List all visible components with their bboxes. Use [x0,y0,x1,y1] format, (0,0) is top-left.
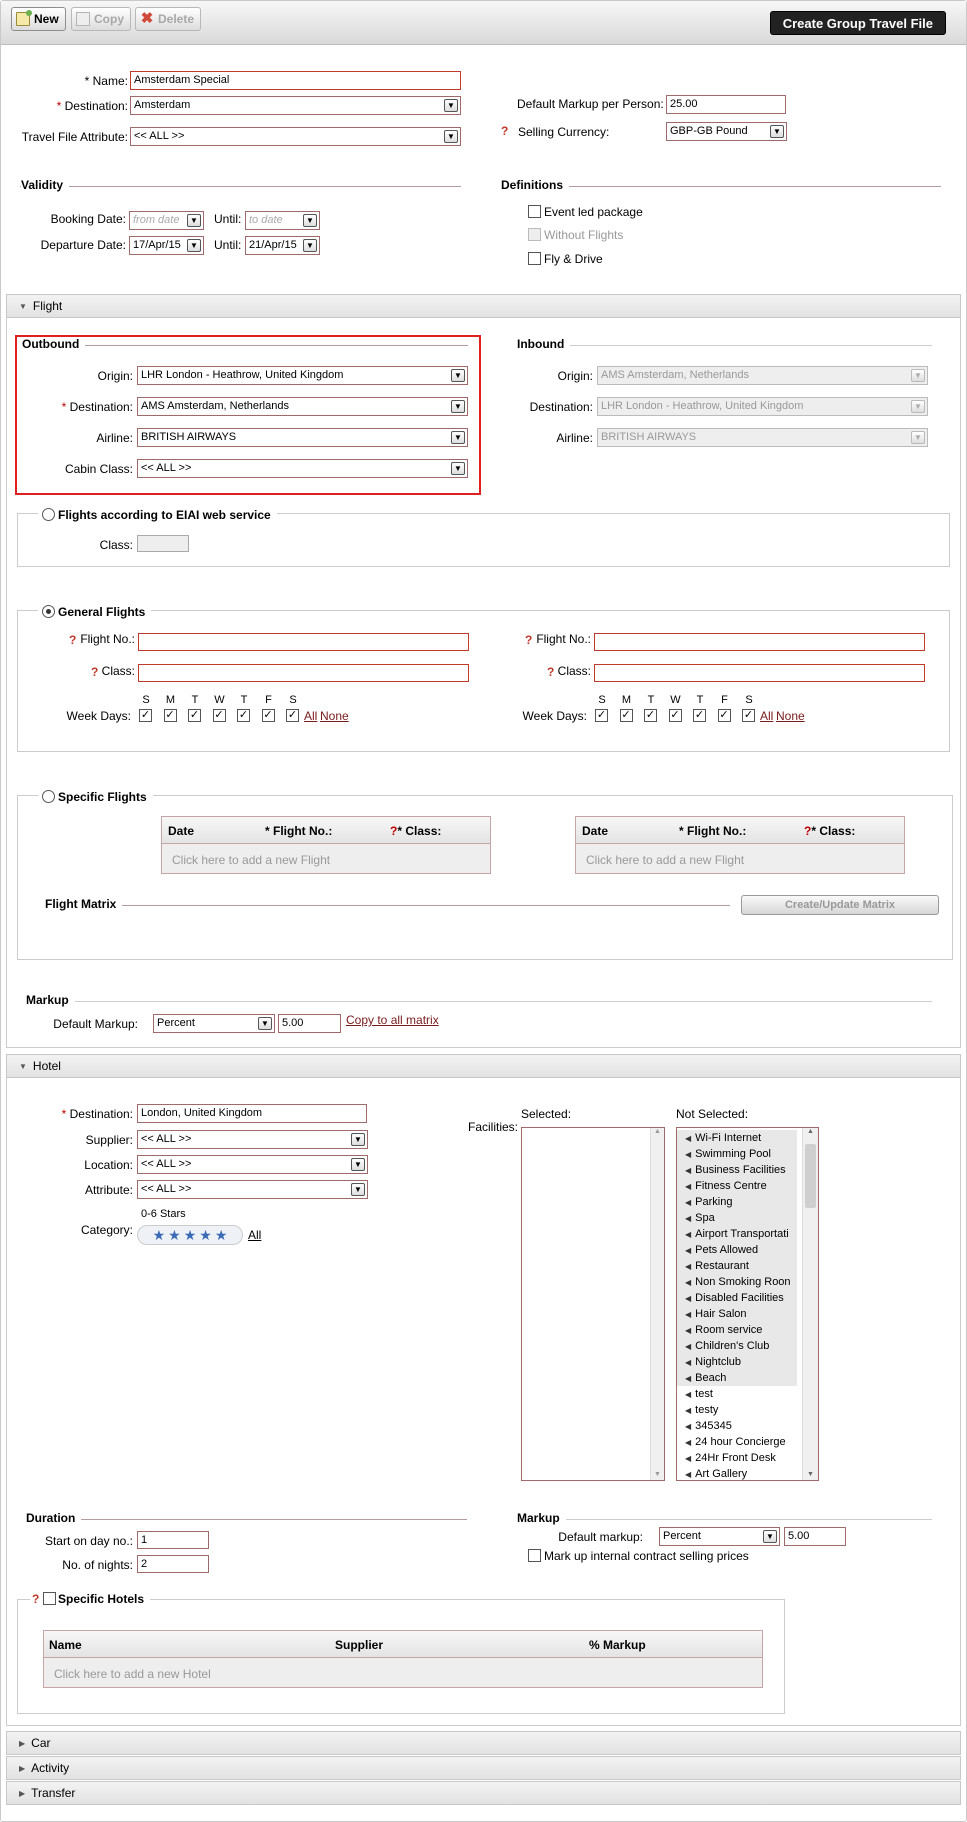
list-item[interactable] [677,1306,797,1322]
chevron-down-icon: ▼ [351,1183,365,1196]
chevron-down-icon: ▼ [451,462,465,475]
weekday-checkbox[interactable]: ✓ [719,709,729,721]
weekday-5 [261,694,277,722]
star-rating[interactable] [137,1225,243,1245]
chevron-down-icon: ▼ [911,400,925,413]
facility-label: Hair Salon [695,1308,747,1320]
delete-button[interactable]: ✖ Delete [135,7,201,31]
eiai-class-label: Class: [99,538,133,552]
weekday-checkbox[interactable]: ✓ [263,709,273,721]
list-item[interactable] [677,1210,797,1226]
flight-markup-value-input[interactable]: 5.00 [278,1014,341,1033]
chevron-down-icon: ▼ [303,214,317,227]
outbound-title: Outbound [22,337,85,351]
weekday-label: W [214,694,225,706]
weekday-label: S [745,694,753,706]
list-item[interactable] [677,1354,797,1370]
facility-label: Business Facilities [695,1164,786,1176]
move-left-icon: ◀ [685,1373,692,1383]
help-icon[interactable]: ? [69,633,77,647]
facility-label: Swimming Pool [695,1148,771,1160]
facilities-label: Facilities: [468,1120,519,1134]
move-left-icon: ◀ [685,1277,692,1287]
selling-currency-label: Selling Currency: [518,125,610,139]
departure-until-label: Until: [214,238,242,252]
chevron-down-icon: ▼ [351,1158,365,1171]
flight-markup-type-select[interactable]: Percent ▼ [153,1014,275,1033]
move-left-icon: ◀ [685,1213,692,1223]
star-icon: ★ [183,1226,197,1243]
weekday-0 [138,694,154,722]
in-weekdays [594,694,764,726]
move-left-icon: ◀ [685,1357,692,1367]
list-item[interactable] [677,1178,797,1194]
help-icon[interactable]: ? [547,665,555,679]
list-item[interactable] [677,1290,797,1306]
inbound-title: Inbound [517,337,570,351]
in-class-input[interactable] [594,664,925,682]
facility-label: Children's Club [695,1340,770,1352]
selling-currency-select[interactable]: GBP-GB Pound ▼ [666,122,787,141]
specific-hotels-title: Specific Hotels [58,1592,150,1606]
delete-icon: ✖ [140,10,154,27]
list-item[interactable] [677,1370,797,1386]
move-left-icon: ◀ [685,1389,692,1399]
weekday-4 [236,694,252,722]
definitions-title: Definitions [501,178,569,192]
triangle-right-icon: ▶ [19,1788,26,1798]
facility-label: Beach [695,1372,727,1384]
travel-file-attribute-label: Travel File Attribute: [21,130,128,144]
outbound-airline-label: Airline: [96,431,133,445]
booking-from-date[interactable]: from date ▼ [129,211,204,230]
facility-label: Airport Transportati [695,1228,789,1240]
name-input[interactable]: Amsterdam Special [130,71,461,90]
general-flights-radio[interactable] [42,605,55,618]
weekday-checkbox[interactable]: ✓ [214,709,224,721]
list-item[interactable] [677,1146,797,1162]
new-button[interactable]: New [11,7,66,31]
list-item[interactable] [677,1274,797,1290]
chevron-down-icon: ▼ [911,369,925,382]
chevron-down-icon: ▼ [770,125,784,138]
chevron-down-icon: ▼ [763,1530,777,1543]
not-selected-facilities-list[interactable] [676,1127,819,1481]
chevron-down-icon: ▼ [187,214,201,227]
out-weekdays-label: Week Days: [66,709,131,723]
chevron-down-icon: ▼ [351,1133,365,1146]
weekday-1 [163,694,179,722]
fly-drive-checkbox[interactable] [528,252,541,265]
flight-markup-title: Markup [26,993,75,1007]
internal-markup-label: Mark up internal contract selling prices [544,1549,749,1563]
flight-panel-header[interactable]: ▼ Flight [6,294,961,318]
weekday-checkbox[interactable]: ✓ [165,709,175,721]
inbound-origin-select: AMS Amsterdam, Netherlands ▼ [597,366,928,385]
weekday-label: F [721,694,728,706]
specific-flights-radio[interactable] [42,790,55,803]
hotel-category-label: Category: [80,1223,133,1237]
facility-label: Fitness Centre [695,1180,767,1192]
outbound-origin-select[interactable]: LHR London - Heathrow, United Kingdom ▼ [137,366,468,385]
chevron-down-icon: ▼ [187,239,201,252]
facility-label: Art Gallery [695,1468,748,1480]
weekday-label: T [647,694,655,706]
destination-label: * Destination: [56,99,128,113]
transfer-panel-header[interactable]: ▶ Transfer [6,1781,961,1805]
out-class-input[interactable] [138,664,469,682]
departure-date-label: Departure Date: [40,238,126,252]
help-icon: ? [804,824,812,838]
weekday-label: S [142,694,150,706]
weekday-checkbox[interactable]: ✓ [694,709,705,721]
triangle-right-icon: ▶ [19,1738,26,1748]
triangle-right-icon: ▶ [19,1763,26,1773]
booking-to-date[interactable]: to date ▼ [245,211,320,230]
triangle-down-icon: ▼ [19,301,27,311]
toolbar [1,1,966,45]
facility-label: Room service [695,1324,763,1336]
outbound-cabin-select[interactable]: << ALL >> ▼ [137,459,468,478]
in-flightno-label: Flight No.: [536,632,591,646]
out-weekdays [138,694,308,726]
weekday-checkbox[interactable]: ✓ [140,709,151,721]
weekday-label: W [670,694,681,706]
hotel-supplier-select[interactable]: << ALL >> ▼ [137,1130,368,1149]
weekday-label: F [265,694,272,706]
weekday-checkbox[interactable]: ✓ [743,709,754,721]
list-item[interactable] [677,1130,797,1146]
move-left-icon: ◀ [685,1453,692,1463]
hotel-destination-label: * Destination: [61,1107,133,1121]
weekday-checkbox[interactable]: ✓ [238,709,249,721]
default-markup-label: Default Markup per Person: [517,97,664,111]
specific-flights-title: Specific Flights [58,790,153,804]
out-weekdays-none-link[interactable]: None [320,709,349,723]
move-left-icon: ◀ [685,1149,692,1159]
not-selected-label: Not Selected: [676,1107,749,1121]
departure-from-date[interactable]: 17/Apr/15 ▼ [129,236,204,255]
chevron-down-icon: ▼ [258,1017,272,1030]
out-specific-table-header: Date * Flight No.: ?* Class: [161,816,491,844]
internal-markup-checkbox[interactable] [528,1549,541,1562]
facility-label: Wi-Fi Internet [695,1132,762,1144]
weekday-5 [717,694,733,722]
facility-label: Nightclub [695,1356,742,1368]
facility-label: Pets Allowed [695,1244,759,1256]
weekday-2 [187,694,203,722]
facility-label: testy [695,1404,719,1416]
stars-caption: 0-6 Stars [141,1208,186,1220]
booking-until-label: Until: [214,212,242,226]
help-icon[interactable]: ? [525,633,533,647]
move-left-icon: ◀ [685,1421,692,1431]
move-left-icon: ◀ [685,1469,692,1479]
in-class-label: Class: [557,664,591,678]
list-item[interactable] [677,1338,797,1354]
new-icon [16,12,30,26]
selected-label: Selected: [521,1107,572,1121]
outbound-airline-select[interactable]: BRITISH AIRWAYS ▼ [137,428,468,447]
weekday-label: M [165,694,176,706]
event-led-checkbox[interactable] [528,205,541,218]
scrollbar[interactable]: ▲ ▼ [650,1128,664,1480]
car-panel-header[interactable]: ▶ Car [6,1731,961,1755]
weekday-label: T [191,694,199,706]
inbound-destination-select: LHR London - Heathrow, United Kingdom ▼ [597,397,928,416]
create-group-travel-file-button[interactable]: Create Group Travel File [770,11,946,35]
facility-label: Disabled Facilities [695,1292,784,1304]
outbound-destination-label: * Destination: [61,400,133,414]
move-left-icon: ◀ [685,1437,692,1447]
facility-label: Parking [695,1196,733,1208]
weekday-4 [692,694,708,722]
list-item[interactable] [677,1466,797,1481]
help-icon[interactable]: ? [91,665,99,679]
triangle-down-icon: ▼ [19,1061,27,1071]
weekday-3 [668,694,684,722]
move-left-icon: ◀ [685,1229,692,1239]
weekday-checkbox[interactable]: ✓ [287,709,298,721]
destination-select[interactable]: Amsterdam ▼ [130,96,461,115]
inbound-origin-label: Origin: [557,369,593,383]
copy-to-all-matrix-link[interactable]: Copy to all matrix [346,1013,439,1027]
hotel-supplier-label: Supplier: [85,1133,133,1147]
weekday-label: M [621,694,632,706]
outbound-cabin-label: Cabin Class: [64,462,133,476]
validity-title: Validity [21,178,69,192]
move-left-icon: ◀ [685,1133,692,1143]
specific-hotels-checkbox[interactable] [43,1592,56,1605]
travel-file-attribute-select[interactable]: << ALL >> ▼ [130,127,461,146]
move-left-icon: ◀ [685,1405,692,1415]
outbound-origin-label: Origin: [97,369,133,383]
star-icon: ★ [152,1226,166,1243]
weekday-checkbox[interactable]: ✓ [670,709,680,721]
name-label: * Name: [84,74,128,88]
list-item[interactable] [677,1242,797,1258]
nights-label: No. of nights: [62,1558,133,1572]
hotel-markup-type-select[interactable]: Percent ▼ [659,1527,780,1546]
list-item[interactable] [677,1386,797,1402]
weekday-6 [285,694,301,722]
star-icon: ★ [214,1226,228,1243]
move-left-icon: ◀ [685,1325,692,1335]
general-flights-title: General Flights [58,605,151,619]
help-icon[interactable]: ? [32,1592,40,1606]
weekday-1 [619,694,635,722]
facility-label: Spa [695,1212,715,1224]
without-flights-checkbox[interactable] [528,228,541,241]
eiai-title: Flights according to EIAI web service [58,508,277,522]
flight-matrix-title: Flight Matrix [45,897,122,911]
facility-label: 24Hr Front Desk [695,1452,776,1464]
chevron-down-icon: ▼ [303,239,317,252]
weekday-6 [741,694,757,722]
list-item[interactable] [677,1194,797,1210]
list-item[interactable] [677,1418,797,1434]
weekday-checkbox[interactable]: ✓ [189,709,200,721]
star-icon: ★ [168,1226,181,1243]
stars-all-link[interactable]: All [248,1228,262,1242]
weekday-checkbox[interactable]: ✓ [645,709,656,721]
list-item[interactable] [677,1258,797,1274]
facility-label: 24 hour Concierge [695,1436,786,1448]
weekday-label: S [598,694,606,706]
facility-label: test [695,1388,713,1400]
move-left-icon: ◀ [685,1309,692,1319]
inbound-destination-label: Destination: [529,400,593,414]
weekday-label: T [240,694,248,706]
weekday-checkbox[interactable]: ✓ [621,709,631,721]
departure-to-date[interactable]: 21/Apr/15 ▼ [245,236,320,255]
hotel-destination-input[interactable]: London, United Kingdom [137,1104,367,1123]
chevron-down-icon: ▼ [444,99,458,112]
move-left-icon: ◀ [685,1341,692,1351]
list-item[interactable] [677,1322,797,1338]
in-specific-table-header: Date * Flight No.: ?* Class: [575,816,905,844]
move-left-icon: ◀ [685,1293,692,1303]
create-update-matrix-button[interactable]: Create/Update Matrix [741,895,939,915]
in-flightno-input[interactable] [594,633,925,651]
inbound-airline-label: Airline: [556,431,593,445]
eiai-class-input [137,535,189,552]
duration-title: Duration [26,1511,81,1525]
default-markup-input[interactable]: 25.00 [666,95,786,114]
move-left-icon: ◀ [685,1197,692,1207]
chevron-down-icon: ▼ [911,431,925,444]
in-weekdays-label: Week Days: [522,709,587,723]
scrollbar-thumb[interactable] [805,1144,816,1208]
list-item[interactable] [677,1450,797,1466]
specific-hotels-table-header: Name Supplier % Markup [43,1630,763,1658]
facility-label: Restaurant [695,1260,749,1272]
weekday-0 [594,694,610,722]
out-flightno-input[interactable] [138,633,469,651]
hotel-markup-title: Markup [517,1511,566,1525]
event-led-label: Event led package [544,205,643,219]
flight-default-markup-label: Default Markup: [53,1017,138,1031]
facility-label: Non Smoking Roon [695,1276,791,1288]
chevron-down-icon: ▼ [451,369,465,382]
out-weekdays-all-link[interactable]: All [304,709,318,723]
hotel-attribute-select[interactable]: << ALL >> ▼ [137,1180,368,1199]
move-left-icon: ◀ [685,1181,692,1191]
in-add-flight-row[interactable]: Click here to add a new Flight [575,844,905,874]
hotel-panel-header[interactable]: ▼ Hotel [6,1054,961,1078]
copy-icon [76,12,90,26]
weekday-3 [212,694,228,722]
booking-date-label: Booking Date: [50,212,126,226]
activity-panel-header[interactable]: ▶ Activity [6,1756,961,1780]
hotel-location-select[interactable]: << ALL >> ▼ [137,1155,368,1174]
out-add-flight-row[interactable]: Click here to add a new Flight [161,844,491,874]
inbound-airline-select: BRITISH AIRWAYS ▼ [597,428,928,447]
star-icon: ★ [199,1226,212,1243]
list-item[interactable] [677,1434,797,1450]
hotel-default-markup-label: Default markup: [558,1530,643,1544]
hotel-location-label: Location: [84,1158,133,1172]
facility-label: 345345 [695,1420,732,1432]
without-flights-label: Without Flights [544,228,624,242]
in-weekdays-none-link[interactable]: None [776,709,805,723]
help-icon: ? [390,824,398,838]
chevron-down-icon: ▼ [444,130,458,143]
list-item[interactable] [677,1226,797,1242]
weekday-2 [643,694,659,722]
eiai-radio[interactable] [42,508,55,521]
move-left-icon: ◀ [685,1165,692,1175]
weekday-label: T [696,694,704,706]
nights-input[interactable]: 2 [137,1555,209,1573]
list-item[interactable] [677,1162,797,1178]
outbound-destination-select[interactable]: AMS Amsterdam, Netherlands ▼ [137,397,468,416]
weekday-checkbox[interactable]: ✓ [596,709,607,721]
add-hotel-row[interactable]: Click here to add a new Hotel [43,1658,763,1688]
scrollbar[interactable]: ▲ ▼ [802,1128,818,1480]
out-class-label: Class: [101,664,135,678]
list-item[interactable] [677,1402,797,1418]
chevron-down-icon: ▼ [451,431,465,444]
move-left-icon: ◀ [685,1261,692,1271]
chevron-down-icon: ▼ [451,400,465,413]
move-left-icon: ◀ [685,1245,692,1255]
fly-drive-label: Fly & Drive [544,252,603,266]
start-day-input[interactable]: 1 [137,1531,209,1549]
hotel-markup-value-input[interactable]: 5.00 [784,1527,846,1546]
copy-button[interactable]: Copy [71,7,131,31]
in-weekdays-all-link[interactable]: All [760,709,774,723]
out-flightno-label: Flight No.: [80,632,135,646]
start-day-label: Start on day no.: [44,1534,133,1548]
weekday-label: S [289,694,297,706]
help-icon[interactable]: ? [501,124,509,138]
hotel-attribute-label: Attribute: [84,1183,133,1197]
selected-facilities-list[interactable] [521,1127,665,1481]
